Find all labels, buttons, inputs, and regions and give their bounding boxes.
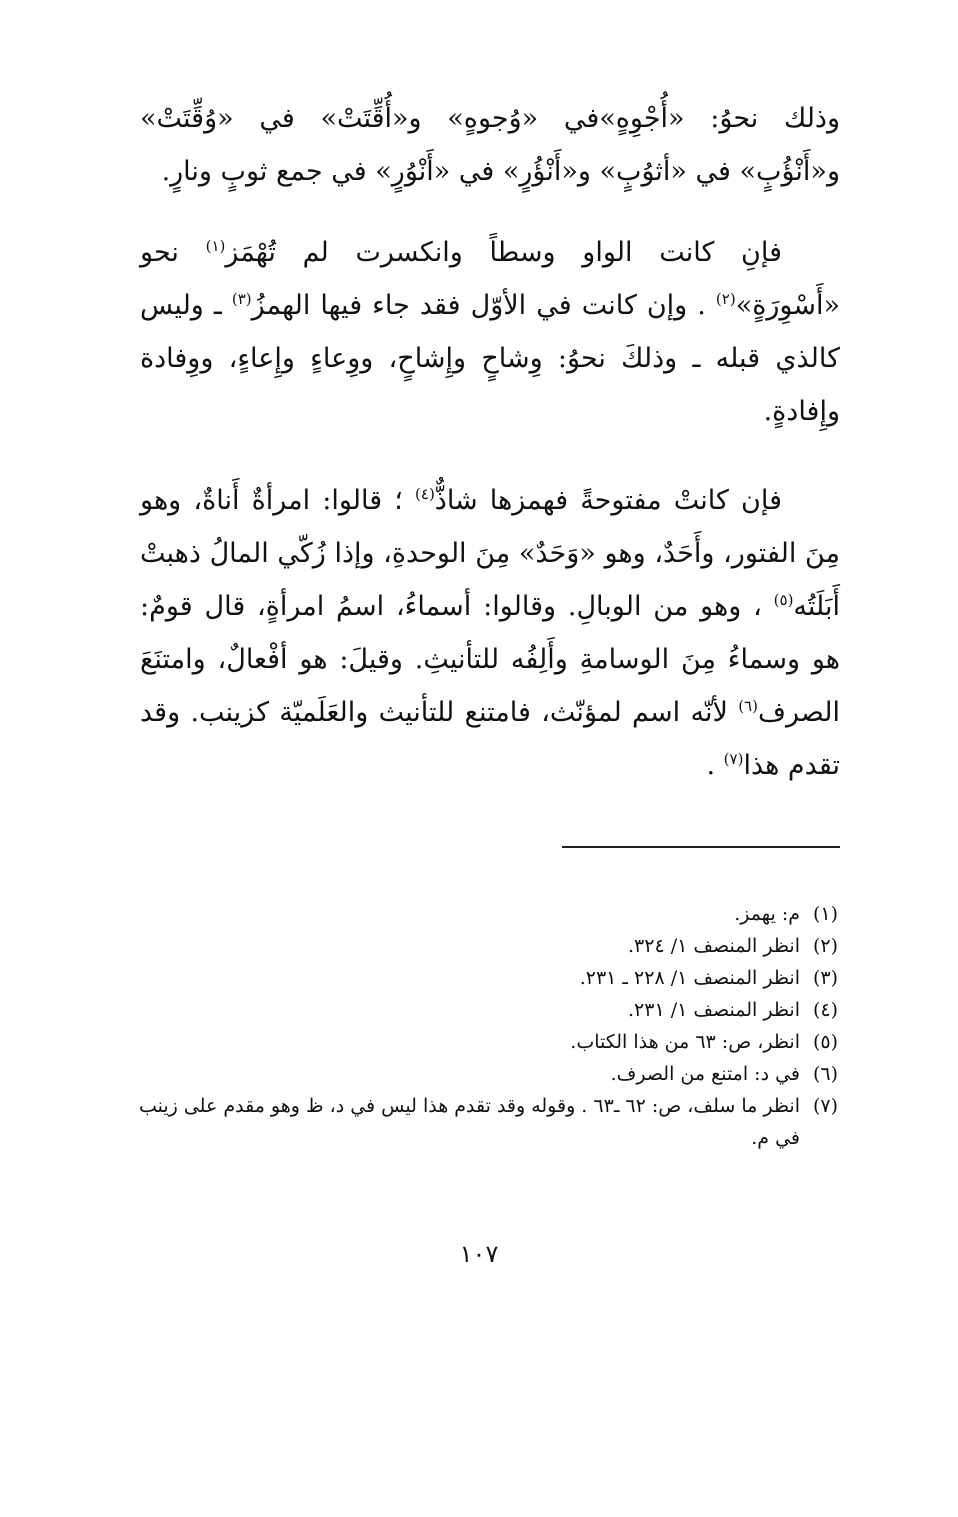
footnote-ref-2: (٢): [715, 290, 736, 308]
footnote-ref-7: (٧): [723, 750, 744, 768]
footnote-number: (٣): [812, 967, 838, 989]
paragraph-3-part-5: .: [706, 750, 724, 781]
footnote-text: انظر المنصف ١/ ٣٢٤.: [628, 935, 800, 957]
page-number: ١٠٧: [459, 1240, 499, 1268]
paragraph-1: [140, 92, 840, 198]
footnote-text: م: يهمز.: [734, 903, 800, 925]
footnote-ref-3: (٣): [231, 290, 252, 308]
footnote-number: (١): [812, 903, 838, 925]
footnote-text: في د: امتنع من الصرف.: [610, 1063, 800, 1085]
footnotes: [128, 898, 838, 1154]
footnote-item: [128, 898, 838, 930]
paragraph-1-text: وذلك نحوُ: «أُجْوِهٍ»في «وُجوهٍ» و«أُقِّتَتْ» في «وُقِّتَتْ» و«أَنْؤُبٍ» في «أثوُبٍ» و«أَنْؤُرٍ» في «أَنْوُرٍ» في جمع ثوبٍ ونارٍ.: [140, 103, 840, 187]
paragraph-3-part-3: ، وهو من الوبالِ. وقالوا: أسماءُ، اسمُ امرأةٍ، قال قومٌ: هو وسماءُ مِنَ الوسامةِ وأَلِفُه للتأنيثِ. وقيلَ: هو أفْعالٌ، وامتنَعَ الصرف: [140, 591, 840, 728]
footnote-number: (٥): [812, 1031, 838, 1053]
footnote-text: انظر المنصف ١/ ٢٢٨ ـ ٢٣١.: [579, 967, 800, 989]
footnote-number: (٧): [812, 1095, 838, 1117]
footnote-separator: [562, 846, 840, 848]
footnote-ref-4: (٤): [415, 485, 435, 503]
footnote-item: [128, 930, 838, 962]
footnote-item: [128, 1090, 838, 1154]
footnote-item: [128, 1058, 838, 1090]
footnote-ref-1: (١): [205, 237, 226, 255]
paragraph-3-part-1: فإن كانتْ مفتوحةً فهمزها شاذٌّ: [434, 485, 782, 516]
paragraph-2-part-3: . وإن كانت في الأوّل فقد جاء فيها الهمزُ: [251, 290, 716, 321]
paragraph-2-part-1: فإنِ كانت الواو وسطاً وانكسرت لم تُهْمَز: [225, 237, 782, 268]
footnote-text: انظر ما سلف، ص: ٦٢ ـ٦٣ . وقوله وقد تقدم هذا ليس في د، ظ وهو مقدم على زينب في م.: [138, 1095, 800, 1149]
paragraph-2-part-2: نحو «أَسْوِرَةٍ»: [140, 237, 840, 321]
main-text: [140, 92, 840, 792]
footnote-number: (٢): [812, 935, 838, 957]
footnote-item: [128, 1026, 838, 1058]
footnote-text: انظر المنصف ١/ ٢٣١.: [628, 999, 800, 1021]
footnote-item: [128, 962, 838, 994]
paragraph-2: [140, 226, 840, 438]
footnote-number: (٦): [812, 1063, 838, 1085]
paragraph-2-part-4: ـ وليس كالذي قبله ـ وذلكَ نحوُ: وِشاحٍ وإِشاحٍ، ووِعاءٍ وإِعاءٍ، ووِفادة وإِفادةٍ.: [140, 290, 840, 427]
paragraph-3-part-2: ؛ قالوا: امرأةٌ أَناةٌ، وهو مِنَ الفتور، وأَحَدٌ، وهو «وَحَدٌ» مِنَ الوحدةِ، وإذا زُكّي المالُ ذهبتْ أَبَلَتُه: [140, 485, 840, 622]
footnote-number: (٤): [812, 999, 838, 1021]
paragraph-3: [140, 474, 840, 792]
paragraph-3-part-4: لأنّه اسم لمؤنّث، فامتنع للتأنيث والعَلَميّة كزينب. وقد تقدم هذا: [140, 697, 840, 781]
footnote-item: [128, 994, 838, 1026]
footnote-text: انظر، ص: ٦٣ من هذا الكتاب.: [570, 1031, 800, 1053]
footnote-ref-6: (٦): [738, 697, 758, 715]
footnote-ref-5: (٥): [773, 591, 794, 609]
